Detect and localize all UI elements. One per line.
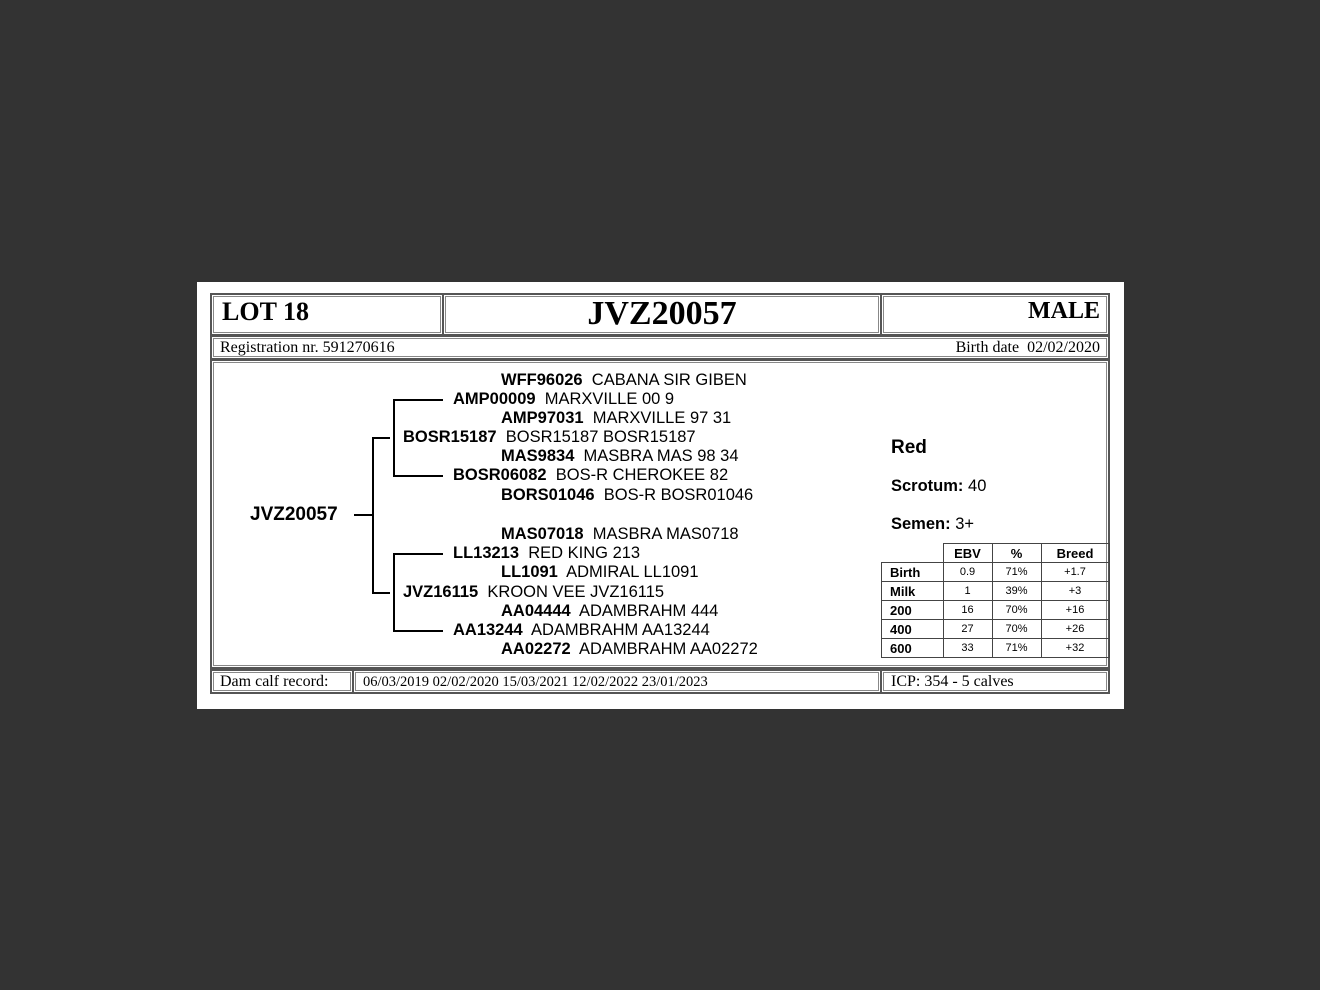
main-vertical bbox=[372, 437, 374, 594]
pedigree-name: MASBRA MAS 98 34 bbox=[583, 447, 739, 465]
sire-sire-connector bbox=[393, 399, 443, 401]
pedigree-sire-dam-sire bbox=[501, 447, 739, 466]
dam-calf-dates: 06/03/2019 02/02/2020 15/03/2021 12/02/2022 23/01/2023 bbox=[363, 674, 708, 690]
pedigree-dam-dam bbox=[453, 621, 710, 640]
subject-connector bbox=[354, 514, 372, 516]
pedigree-code: WFF96026 bbox=[501, 371, 583, 389]
pedigree-sire-sire-dam bbox=[501, 409, 731, 428]
ebv-value: 27 bbox=[943, 620, 992, 639]
ebv-breed-avg: +16 bbox=[1041, 601, 1109, 620]
pedigree-name: MARXVILLE 97 31 bbox=[592, 409, 732, 427]
sire-dam-connector bbox=[393, 475, 443, 477]
dam-vertical bbox=[393, 553, 395, 631]
birth-date-info bbox=[956, 339, 1100, 357]
code-box bbox=[442, 293, 882, 336]
sire-connector bbox=[372, 437, 390, 439]
lot-card bbox=[197, 282, 1124, 709]
ebv-accuracy: 71% bbox=[992, 563, 1041, 582]
pedigree-name: ADAMBRAHM AA02272 bbox=[578, 640, 758, 658]
pedigree-name: BOS-R BOSR01046 bbox=[603, 486, 754, 504]
ebv-row-label: Milk bbox=[882, 582, 944, 601]
birth-date-label: Birth date bbox=[955, 339, 1020, 356]
pedigree-code: LL13213 bbox=[453, 544, 520, 562]
ebv-breed-avg: +32 bbox=[1041, 639, 1109, 658]
ebv-row-label: 200 bbox=[882, 601, 944, 620]
scrotum-value: 40 bbox=[968, 477, 987, 495]
pedigree-subject: JVZ20057 bbox=[250, 504, 338, 525]
pedigree-code: BORS01046 bbox=[501, 486, 595, 504]
lot-number: LOT 18 bbox=[222, 297, 309, 326]
ebv-row bbox=[882, 582, 1110, 601]
pedigree-code: AMP97031 bbox=[501, 409, 584, 427]
ebv-table bbox=[881, 543, 1110, 658]
dam-connector bbox=[372, 592, 390, 594]
icp-box bbox=[880, 669, 1110, 694]
ebv-value: 0.9 bbox=[943, 563, 992, 582]
pedigree-dam-sire-sire bbox=[501, 525, 739, 544]
ebv-row-label: Birth bbox=[882, 563, 944, 582]
registration-number: 591270616 bbox=[322, 339, 395, 356]
ebv-header-percent: % bbox=[992, 544, 1041, 563]
animal-sex: MALE bbox=[1028, 298, 1100, 324]
pedigree-dam-dam-sire bbox=[501, 602, 718, 621]
ebv-header-ebv: EBV bbox=[943, 544, 992, 563]
registration-label: Registration nr. bbox=[220, 339, 319, 356]
ebv-header-breed: Breed bbox=[1041, 544, 1109, 563]
pedigree-dam-sire bbox=[453, 544, 640, 563]
ebv-row bbox=[882, 620, 1110, 639]
pedigree-code: LL1091 bbox=[501, 563, 558, 581]
dam-calf-label-box bbox=[210, 669, 354, 694]
pedigree-code: MAS9834 bbox=[501, 447, 575, 465]
ebv-breed-avg: +26 bbox=[1041, 620, 1109, 639]
pedigree-code: BOSR06082 bbox=[453, 466, 547, 484]
pedigree-code: AA02272 bbox=[501, 640, 571, 658]
semen-trait bbox=[891, 515, 974, 534]
pedigree-name: ADMIRAL LL1091 bbox=[566, 563, 699, 581]
dam-dam-connector bbox=[393, 630, 443, 632]
ebv-breed-avg: +3 bbox=[1041, 582, 1109, 601]
ebv-row bbox=[882, 639, 1110, 658]
pedigree-name: CABANA SIR GIBEN bbox=[591, 371, 747, 389]
birth-date-value: 02/02/2020 bbox=[1027, 339, 1100, 356]
pedigree-name: RED KING 213 bbox=[528, 544, 641, 562]
pedigree-dam-dam-dam bbox=[501, 640, 758, 659]
dam-calf-dates-box bbox=[352, 669, 882, 694]
sire-vertical bbox=[393, 399, 395, 476]
dam-sire-connector bbox=[393, 553, 443, 555]
lot-box bbox=[210, 293, 444, 336]
ebv-accuracy: 39% bbox=[992, 582, 1041, 601]
pedigree-dam-sire-dam bbox=[501, 563, 699, 582]
ebv-accuracy: 70% bbox=[992, 601, 1041, 620]
pedigree-code: AMP00009 bbox=[453, 390, 536, 408]
scrotum-label: Scrotum: bbox=[891, 477, 964, 495]
semen-label: Semen: bbox=[891, 515, 951, 533]
pedigree-name: BOSR15187 BOSR15187 bbox=[505, 428, 696, 446]
registration-info bbox=[220, 339, 395, 357]
ebv-row-label: 600 bbox=[882, 639, 944, 658]
pedigree-sire-dam bbox=[453, 466, 728, 485]
ebv-value: 16 bbox=[943, 601, 992, 620]
ebv-value: 1 bbox=[943, 582, 992, 601]
ebv-accuracy: 71% bbox=[992, 639, 1041, 658]
ebv-row-label: 400 bbox=[882, 620, 944, 639]
pedigree-name: KROON VEE JVZ16115 bbox=[487, 583, 665, 601]
pedigree-code: AA13244 bbox=[453, 621, 523, 639]
pedigree-code: AA04444 bbox=[501, 602, 571, 620]
pedigree-name: ADAMBRAHM AA13244 bbox=[530, 621, 710, 639]
pedigree-code: BOSR15187 bbox=[403, 428, 497, 446]
semen-value: 3+ bbox=[955, 515, 975, 533]
ebv-row bbox=[882, 601, 1110, 620]
pedigree-name: ADAMBRAHM 444 bbox=[578, 602, 719, 620]
registration-row bbox=[210, 335, 1110, 360]
pedigree-sire-sire bbox=[453, 390, 674, 409]
animal-code-title: JVZ20057 bbox=[587, 295, 737, 332]
ebv-header-row bbox=[882, 544, 1110, 563]
dam-calf-label: Dam calf record: bbox=[220, 673, 329, 690]
pedigree-sire-sire-sire bbox=[501, 371, 747, 390]
pedigree-name: MARXVILLE 00 9 bbox=[544, 390, 675, 408]
color-trait: Red bbox=[891, 437, 927, 458]
ebv-breed-avg: +1.7 bbox=[1041, 563, 1109, 582]
pedigree-name: BOS-R CHEROKEE 82 bbox=[555, 466, 729, 484]
pedigree-sire-dam-dam bbox=[501, 486, 753, 505]
pedigree-sire bbox=[403, 428, 696, 447]
pedigree-code: MAS07018 bbox=[501, 525, 584, 543]
scrotum-trait bbox=[891, 477, 986, 496]
ebv-value: 33 bbox=[943, 639, 992, 658]
sex-box bbox=[880, 293, 1110, 336]
pedigree-name: MASBRA MAS0718 bbox=[592, 525, 739, 543]
pedigree-dam bbox=[403, 583, 664, 602]
icp-value: ICP: 354 - 5 calves bbox=[891, 673, 1014, 690]
pedigree-code: JVZ16115 bbox=[403, 583, 479, 601]
ebv-accuracy: 70% bbox=[992, 620, 1041, 639]
ebv-row bbox=[882, 563, 1110, 582]
